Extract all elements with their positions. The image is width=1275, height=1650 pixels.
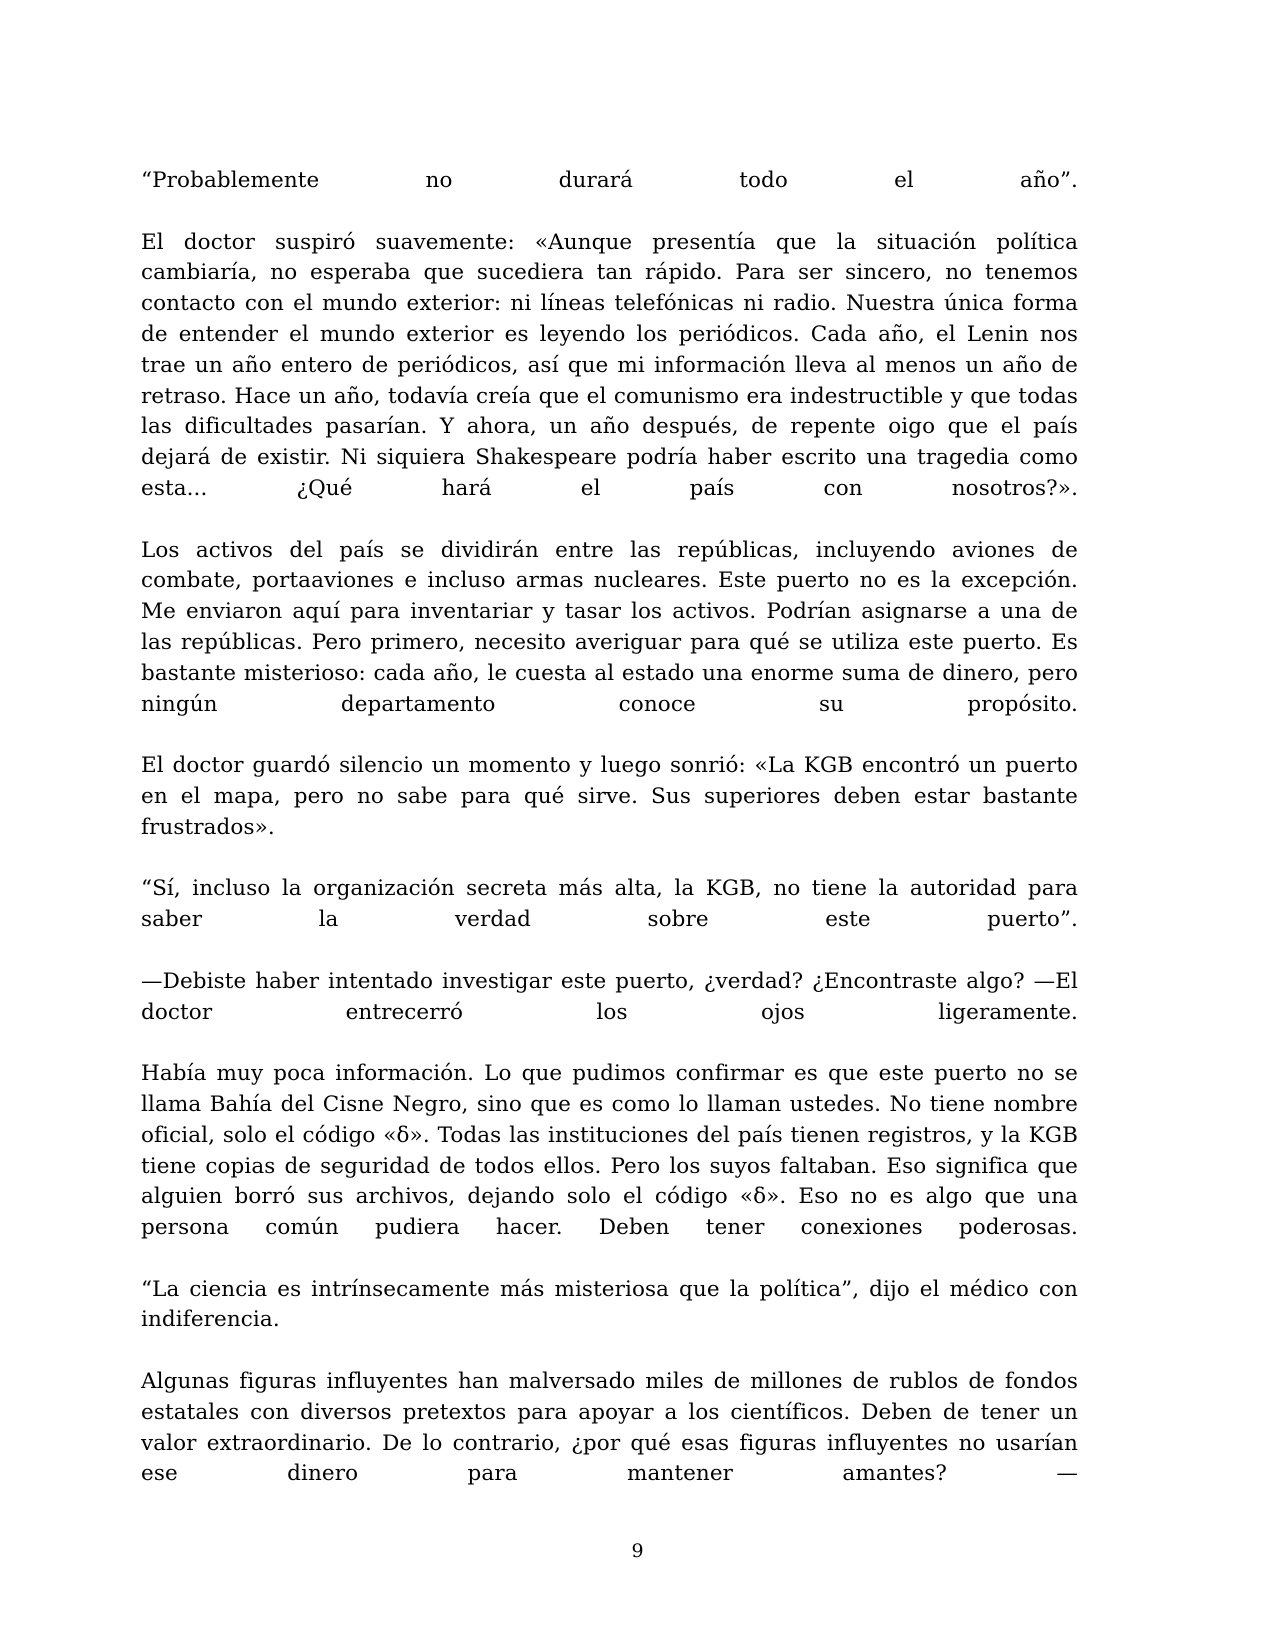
paragraph-7: Había muy poca información. Lo que pudimos confirmar es que este puerto no se llama Bahía del Cisne Negro, sino que es como lo llaman ustedes. No tiene nombre oficial, solo el código «δ». Todas las instituciones del país tienen registros, y la KGB tiene copias de seguridad de todos ellos. Pero los suyos faltaban. Eso significa que alguien borró sus archivos, dejando solo el código «δ». Eso no es algo que una persona común pudiera hacer. Deben tener conexiones poderosas.: [141, 1061, 1078, 1241]
paragraph-1: “Probablemente no durará todo el año”.: [141, 168, 1078, 193]
page-number: 9: [631, 1540, 644, 1562]
paragraph-2: El doctor suspiró suavemente: «Aunque presentía que la situación política cambiaría, no esperaba que sucediera tan rápido. Para ser sincero, no tenemos contacto con el mundo exterior: ni líneas telefónicas ni radio. Nuestra única forma de entender el mundo exterior es leyendo los periódicos. Cada año, el Lenin nos trae un año entero de periódicos, así que mi información lleva al menos un año de retraso. Hace un año, todavía creía que el comunismo era indestructible y que todas las dificultades pasarían. Y ahora, un año después, de repente oigo que el país dejará de existir. Ni siquiera Shakespeare podría haber escrito una tragedia como esta... ¿Qué hará el país con nosotros?».: [141, 229, 1078, 501]
body-text-column: [141, 166, 1078, 1521]
paragraph-4: El doctor guardó silencio un momento y luego sonrió: «La KGB encontró un puerto en el mapa, pero no sabe para qué sirve. Sus superiores deben estar bastante frustrados».: [141, 753, 1078, 840]
paragraph-8: “La ciencia es intrínsecamente más misteriosa que la política”, dijo el médico con indiferencia.: [141, 1276, 1078, 1333]
paragraph-9: Algunas figuras influyentes han malversado miles de millones de rublos de fondos estatales con diversos pretextos para apoyar a los científicos. Deben de tener un valor extraordinario. De lo contrario, ¿por qué esas figuras influyentes no usarían ese dinero para mantener amantes? —: [141, 1369, 1078, 1487]
paragraph-3: Los activos del país se dividirán entre las repúblicas, incluyendo aviones de combate, portaaviones e incluso armas nucleares. Este puerto no es la excepción. Me enviaron aquí para inventariar y tasar los activos. Podrían asignarse a una de las repúblicas. Pero primero, necesito averiguar para qué se utiliza este puerto. Es bastante misterioso: cada año, le cuesta al estado una enorme suma de dinero, pero ningún departamento conoce su propósito.: [141, 537, 1078, 717]
paragraph-5: “Sí, incluso la organización secreta más alta, la KGB, no tiene la autoridad para saber la verdad sobre este puerto”.: [141, 876, 1078, 933]
paragraph-6: —Debiste haber intentado investigar este puerto, ¿verdad? ¿Encontraste algo? —El doctor entrecerró los ojos ligeramente.: [141, 968, 1078, 1025]
